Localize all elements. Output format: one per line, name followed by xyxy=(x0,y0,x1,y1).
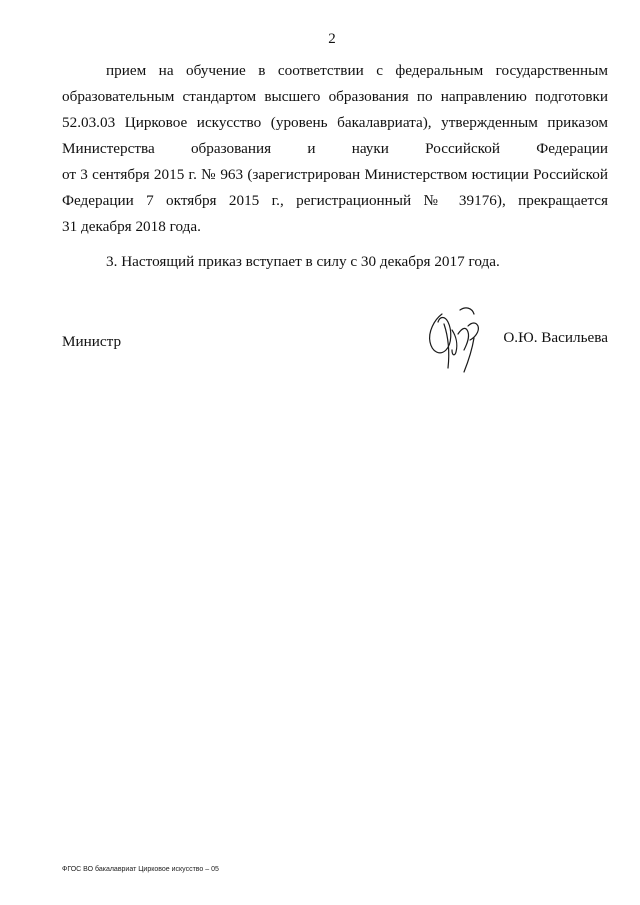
page-number: 2 xyxy=(328,31,336,47)
text-line: от 3 сентября 2015 г. № 963 (зарегистрирован Министерством юстиции Российской xyxy=(62,166,608,183)
signer-position: Министр xyxy=(62,333,122,350)
signer-name: О.Ю. Васильева xyxy=(503,329,608,346)
text-line: Министерства образования и науки Российской Федерации xyxy=(62,140,608,157)
document-footer: ФГОС ВО бакалавриат Цирковое искусство – 05 xyxy=(62,866,219,873)
text-line: образовательным стандартом высшего образования по направлению подготовки xyxy=(62,88,608,105)
paragraph-effective-date xyxy=(62,249,608,275)
text-line: прием на обучение в соответствии с федеральным государственным xyxy=(106,62,608,79)
text-line: 31 декабря 2018 года. xyxy=(62,218,201,235)
paragraph-termination xyxy=(62,58,608,240)
text-line: 3. Настоящий приказ вступает в силу с 30 декабря 2017 года. xyxy=(106,253,500,270)
document-body xyxy=(62,58,608,275)
text-line: 52.03.03 Цирковое искусство (уровень бакалавриата), утвержденным приказом xyxy=(62,114,608,131)
signature-block xyxy=(62,318,608,378)
handwritten-signature xyxy=(418,304,494,376)
text-line: Федерации 7 октября 2015 г., регистрационный № 39176), прекращается xyxy=(62,192,608,209)
